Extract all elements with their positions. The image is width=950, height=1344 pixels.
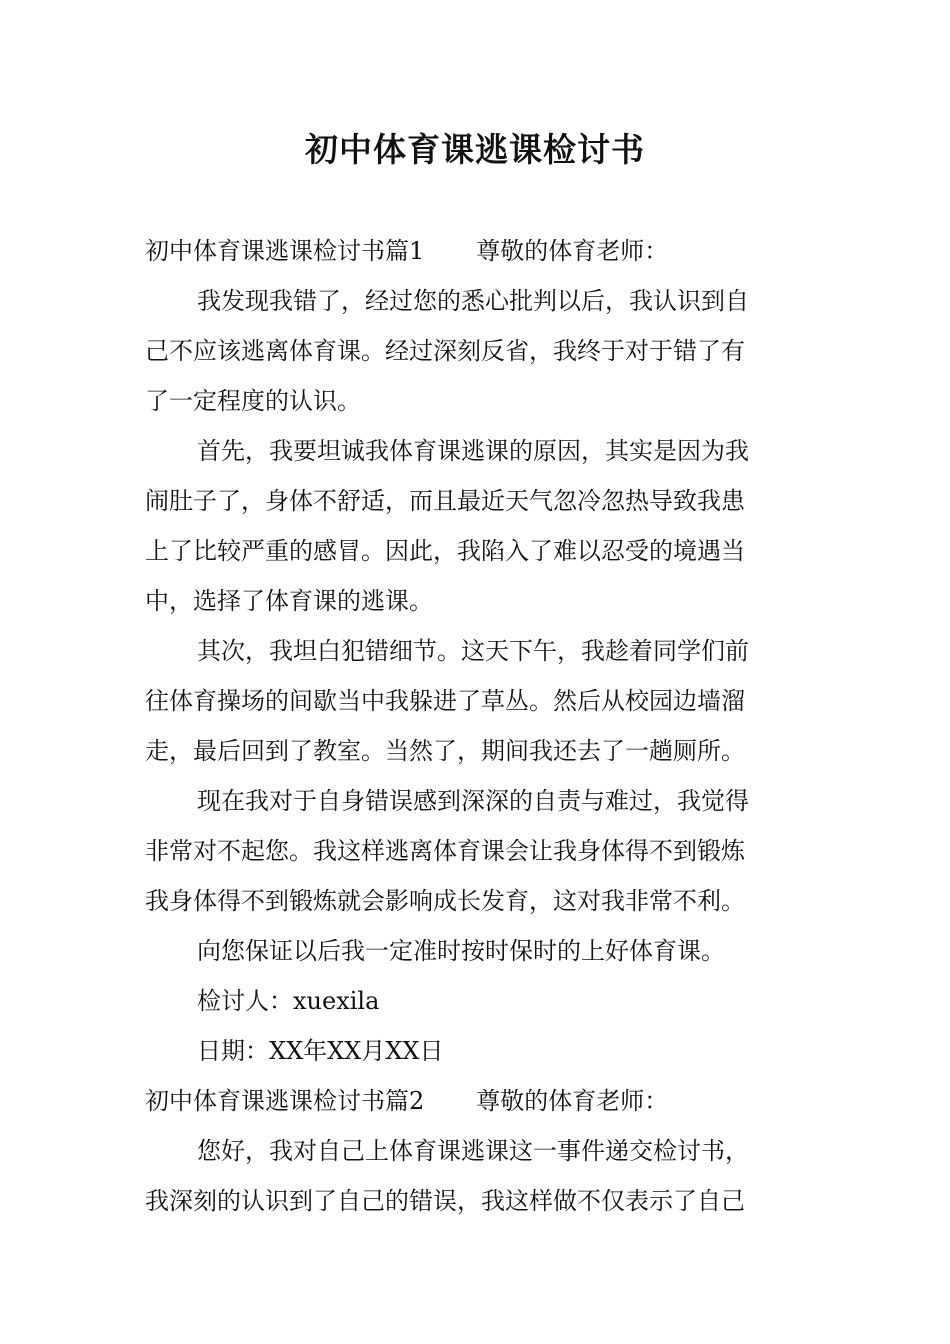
paragraph-line: 向您保证以后我一定准时按时保时的上好体育课。 — [197, 937, 725, 965]
date-line: 日期：XX年XX月XX日 — [197, 1037, 444, 1065]
section-heading-text: 初中体育课逃课检讨书篇2 — [145, 1087, 425, 1115]
paragraph-line: 中，选择了体育课的逃课。 — [145, 587, 433, 615]
document-title: 初中体育课逃课检讨书 — [305, 130, 645, 169]
section-heading-text: 初中体育课逃课检讨书篇1 — [145, 237, 425, 265]
paragraph-line: 上了比较严重的感冒。因此，我陷入了难以忍受的境遇当 — [145, 537, 745, 565]
paragraph-line: 我深刻的认识到了自己的错误，我这样做不仅表示了自己 — [145, 1187, 745, 1215]
salutation: 尊敬的体育老师： — [476, 237, 669, 265]
paragraph-line: 了一定程度的认识。 — [145, 387, 361, 415]
paragraph-line: 己不应该逃离体育课。经过深刻反省，我终于对于错了有 — [145, 337, 745, 365]
signer-line: 检讨人：xuexila — [197, 987, 380, 1015]
paragraph-line: 我身体得不到锻炼就会影响成长发育，这对我非常不利。 — [145, 887, 745, 915]
paragraph-line: 走，最后回到了教室。当然了，期间我还去了一趟厕所。 — [145, 737, 745, 765]
paragraph-line: 非常对不起您。我这样逃离体育课会让我身体得不到锻炼 — [145, 837, 745, 865]
paragraph-line: 现在我对于自身错误感到深深的自责与难过，我觉得 — [197, 787, 749, 815]
section-heading-2 — [145, 1076, 810, 1126]
document-body — [145, 226, 810, 1226]
paragraph-line: 闹肚子了，身体不舒适，而且最近天气忽冷忽热导致我患 — [145, 487, 745, 515]
salutation: 尊敬的体育老师： — [476, 1087, 669, 1115]
paragraph-line: 我发现我错了，经过您的悉心批判以后，我认识到自 — [197, 287, 749, 315]
section-heading-1 — [145, 226, 810, 276]
paragraph-line: 往体育操场的间歇当中我躲进了草丛。然后从校园边墙溜 — [145, 687, 745, 715]
paragraph-line: 首先，我要坦诚我体育课逃课的原因，其实是因为我 — [197, 437, 749, 465]
paragraph-line: 您好，我对自己上体育课逃课这一事件递交检讨书， — [197, 1137, 749, 1165]
paragraph-line: 其次，我坦白犯错细节。这天下午，我趁着同学们前 — [197, 637, 749, 665]
